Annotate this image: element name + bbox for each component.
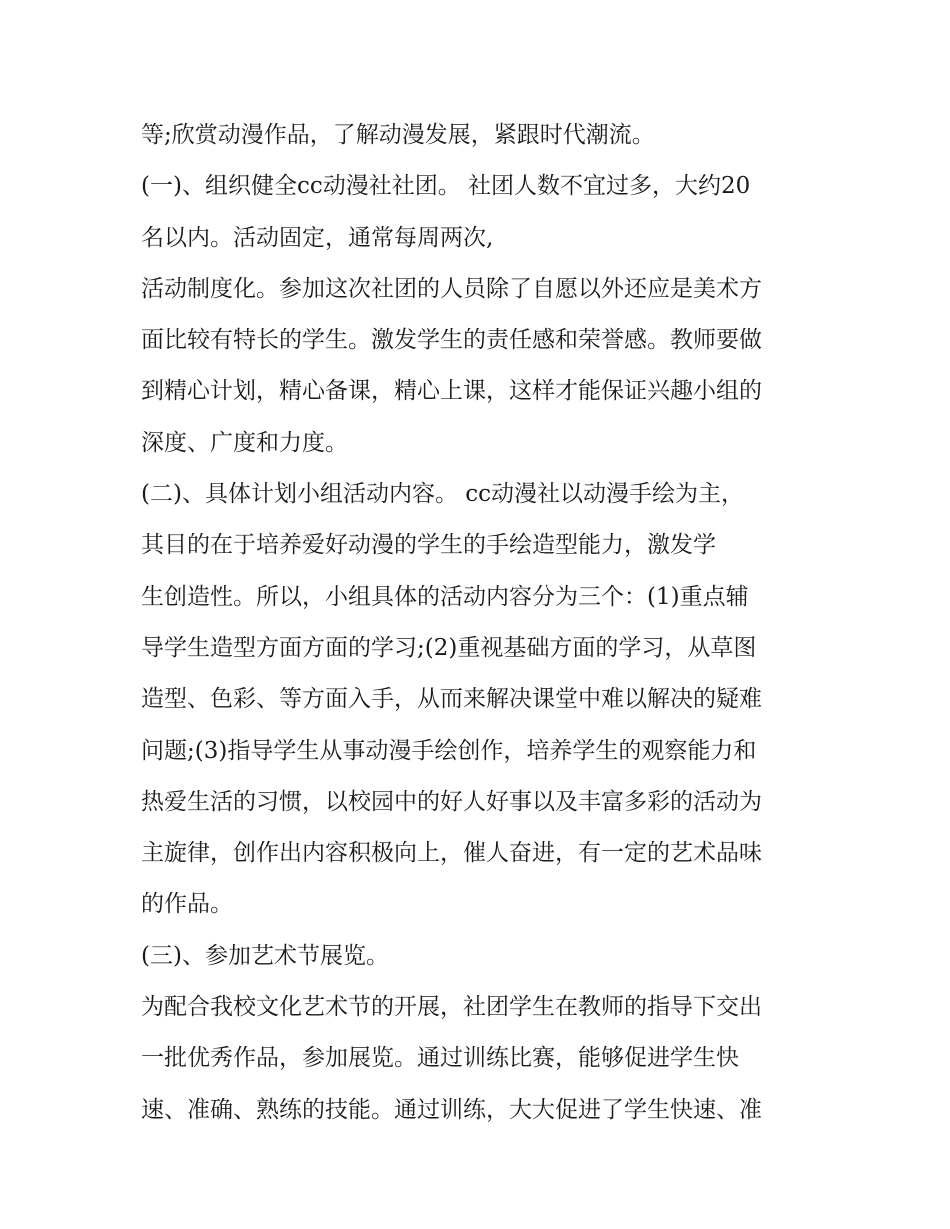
text-line: 生创造性。所以，小组具体的活动内容分为三个：(1)重点辅 xyxy=(141,583,749,610)
text-line: 到精心计划，精心备课，精心上课，这样才能保证兴趣小组的 xyxy=(141,378,762,405)
text-line: 主旋律，创作出内容积极向上，催人奋进，有一定的艺术品味 xyxy=(141,840,762,867)
text-line: 深度、广度和力度。 xyxy=(141,429,348,456)
text-line: 为配合我校文化艺术节的开展，社团学生在教师的指导下交出 xyxy=(141,994,762,1021)
text-line: 速、准确、熟练的技能。通过训练，大大促进了学生快速、准 xyxy=(141,1096,762,1123)
body-text xyxy=(141,110,831,1136)
text-line: 造型、色彩、等方面入手，从而来解决课堂中难以解决的疑难 xyxy=(141,686,762,713)
text-line: (一)、组织健全cc动漫社社团。 社团人数不宜过多，大约20 xyxy=(141,173,751,200)
text-line: (三)、参加艺术节展览。 xyxy=(141,942,389,969)
text-line: 名以内。活动固定，通常每周两次, xyxy=(141,224,494,251)
text-line: 热爱生活的习惯，以校园中的好人好事以及丰富多彩的活动为 xyxy=(141,788,762,815)
text-line: (二)、具体计划小组活动内容。 cc动漫社以动漫手绘为主， xyxy=(141,481,745,508)
text-line: 问题;(3)指导学生从事动漫手绘创作，培养学生的观察能力和 xyxy=(141,737,757,764)
text-line: 导学生造型方面方面的学习;(2)重视基础方面的学习，从草图 xyxy=(141,634,757,661)
text-line: 等;欣赏动漫作品，了解动漫发展，紧跟时代潮流。 xyxy=(141,122,655,148)
text-line: 面比较有特长的学生。激发学生的责任感和荣誉感。教师要做 xyxy=(141,327,762,354)
text-line: 一批优秀作品，参加展览。通过训练比赛，能够促进学生快 xyxy=(141,1045,739,1072)
text-line: 其目的在于培养爱好动漫的学生的手绘造型能力，激发学 xyxy=(141,532,716,559)
text-line: 的作品。 xyxy=(141,891,233,918)
text-line: 活动制度化。参加这次社团的人员除了自愿以外还应是美术方 xyxy=(141,275,762,302)
